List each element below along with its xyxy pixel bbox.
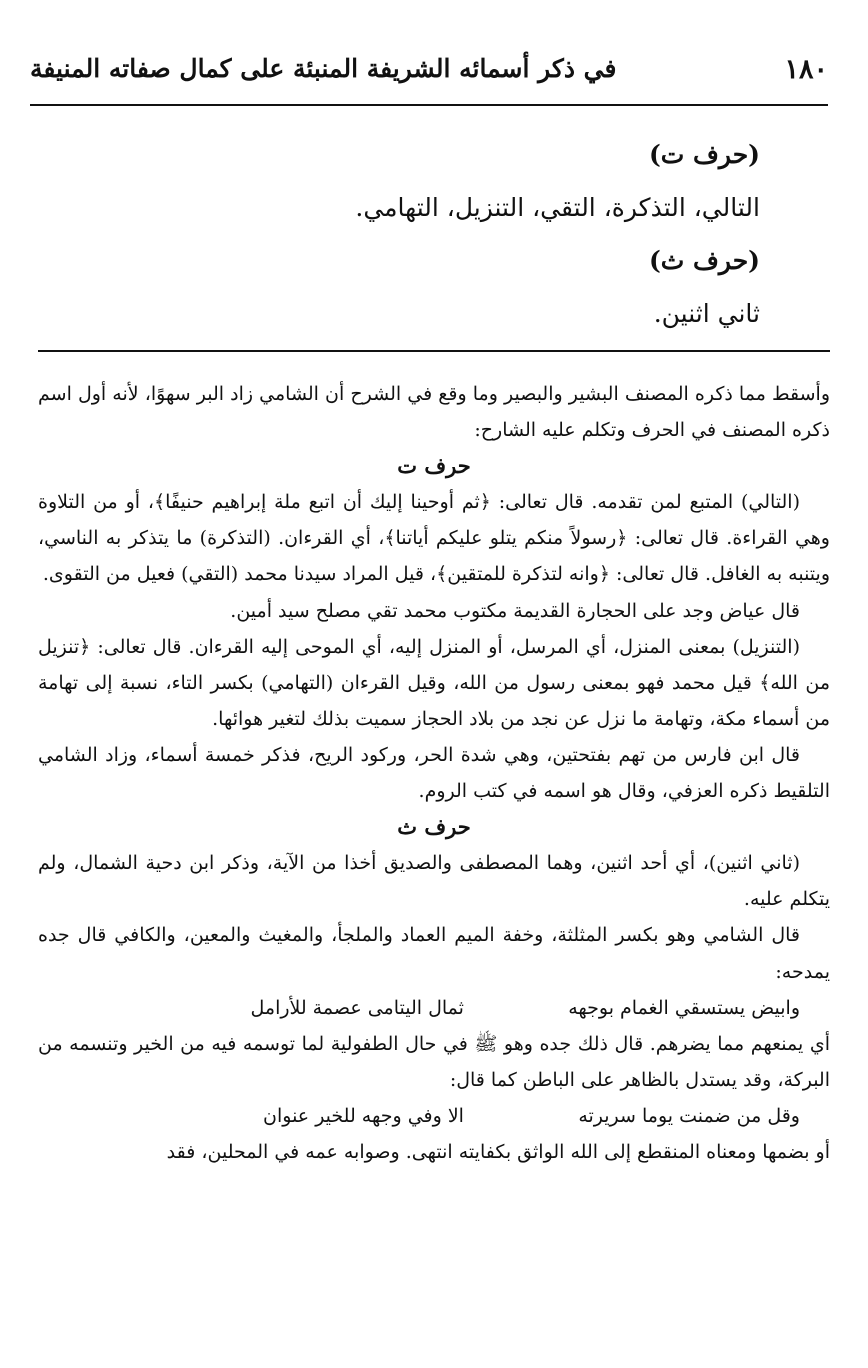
paragraph-thani: (ثاني اثنين)، أي أحد اثنين، وهما المصطفى والصديق أخذا من الآية، وذكر ابن دحية الشمال، ولم يتكلم عليه. [38, 852, 830, 911]
section-heading-ta: حرف ت [397, 453, 471, 479]
commentary [38, 376, 830, 1170]
letter-heading-tha: (حرف ث) [648, 246, 760, 275]
paragraph-shami: قال الشامي وهو بكسر المثلثة، وخفة الميم العماد والملجأ، والمغيث والمعين، والكافي قال جده يمدحه: [38, 924, 830, 983]
running-title: في ذكر أسمائه الشريفة المنبئة على كمال صفاته المنيفة [30, 54, 617, 83]
paragraph-protection: أي يمنعهم مما يضرهم. قال ذلك جده وهو ﷺ في حال الطفولية لما توسمه فيه من الخير وتنسمه من البركة، وقد يستدل بالظاهر على الباطن كما قال: [38, 1032, 830, 1091]
intro-paragraph: وأسقط مما ذكره المصنف البشير والبصير وما وقع في الشرح أن الشامي زاد البر سهوًا، لأنه أول اسم ذكره المصنف في الحرف وتكلم عليه الشارح: [38, 383, 830, 442]
poem-verse-2 [38, 1098, 830, 1134]
paragraph-tali: (التالي) المتبع لمن تقدمه. قال تعالى: ﴿ثم أوحينا إليك أن اتبع ملة إبراهيم حنيفًا﴾، أو من التلاوة وهي القراءة. قال تعالى: ﴿رسولاً منكم يتلو عليكم أياتنا﴾، أي القرءان. (التذكرة) ما يتذكر به الناسي، ويتنبه به الغافل. قال تعالى: ﴿وانه لتذكرة للمتقين﴾، قيل المراد سيدنا محمد (التقي) فعيل من التقوى. [38, 491, 830, 586]
verse-2-first-hemistich: وقل من ضمنت يوما سريرته [578, 1104, 800, 1127]
page-header [30, 52, 828, 106]
section-heading-tha: حرف ث [397, 814, 471, 840]
names-list-ta: التالي، التذكرة، التقي، التنزيل، التهامي. [355, 193, 760, 222]
poem-verse-1 [38, 990, 830, 1026]
main-text [60, 128, 760, 340]
verse-1-second-hemistich: ثمال اليتامى عصمة للأرامل [250, 996, 464, 1019]
names-list-tha: ثاني اثنين. [653, 299, 760, 328]
footnote-separator [38, 350, 830, 352]
letter-heading-ta: (حرف ت) [648, 140, 760, 169]
paragraph-final: أو بضمها ومعناه المنقطع إلى الله الواثق بكفايته انتهى. وصوابه عمه في المحلين، فقد [166, 1140, 830, 1163]
paragraph-iyad: قال عياض وجد على الحجارة القديمة مكتوب محمد تقي مصلح سيد أمين. [230, 599, 800, 622]
verse-2-second-hemistich: الا وفي وجهه للخير عنوان [263, 1104, 464, 1127]
page-number: ١٨٠ [784, 54, 828, 85]
paragraph-ibn-faris: قال ابن فارس من تهم بفتحتين، وهي شدة الحر، وركود الريح، فذكر خمسة أسماء، وزاد الشامي التلقيط ذكره العزفي، وقال هو اسمه في كتب الروم. [38, 743, 830, 803]
paragraph-tanzil: (التنزيل) بمعنى المنزل، أي المرسل، أو المنزل إليه، أي الموحى إليه القرءان. قال تعالى: ﴿تنزيل من الله﴾ قيل محمد فهو بمعنى رسول من الله، وقيل القرءان (التهامي) بكسر التاء، نسبة إلى تهامة من أسماء مكة، وتهامة ما نزل عن نجد من بلاد الحجاز سميت بذلك لتغير هوائها. [38, 635, 830, 730]
verse-1-first-hemistich: وابيض يستسقي الغمام بوجهه [568, 996, 800, 1019]
